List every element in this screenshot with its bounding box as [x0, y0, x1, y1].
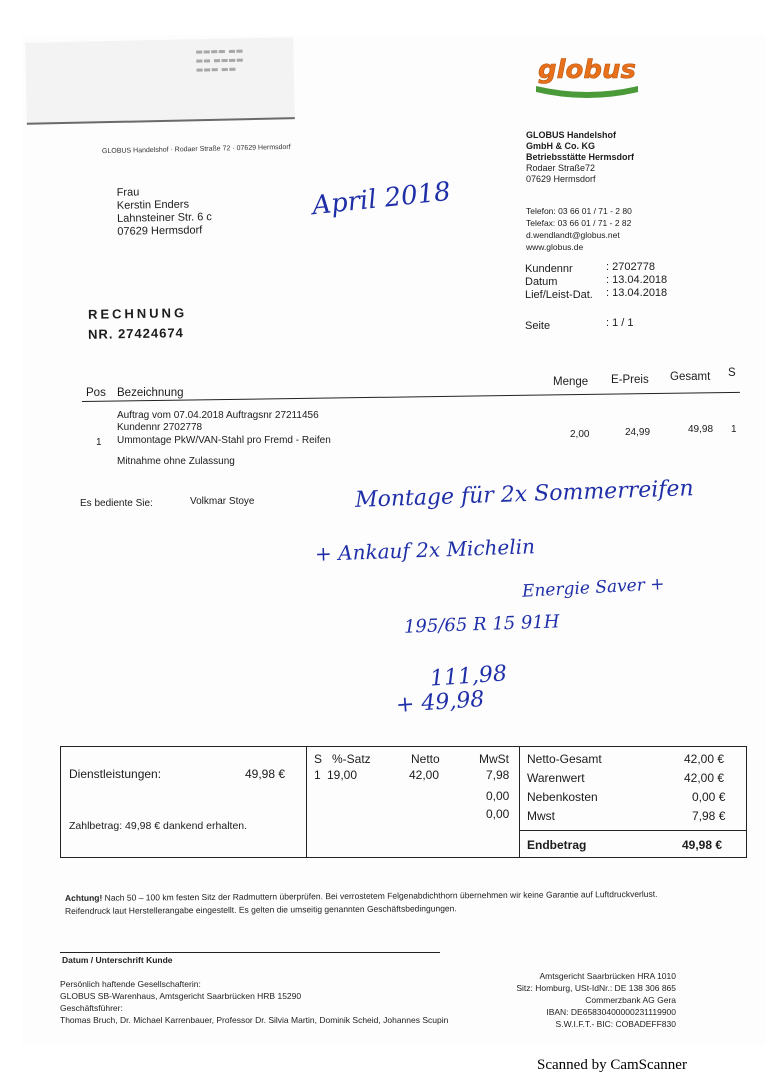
col-total: Gesamt [670, 371, 711, 383]
handwritten-note: 195/65 R 15 91H [403, 611, 560, 638]
order-line: Auftrag vom 07.04.2018 Auftragsnr 27211456 [117, 410, 319, 421]
legal-line: Thomas Bruch, Dr. Michael Karrenbauer, Professor Dr. Silvia Martin, Dominik Scheid, Johannes Scupin [60, 1015, 449, 1025]
summary-box [60, 746, 747, 858]
contact-email: d.wendlandt@globus.net [526, 230, 620, 240]
legal-line: IBAN: DE65830400000231119900 [546, 1007, 676, 1017]
company-street: Rodaer Straße72 [526, 163, 596, 173]
served-name: Volkmar Stoye [190, 496, 255, 507]
item-pos: 1 [96, 437, 102, 448]
tax-vat-extra: 0,00 [486, 789, 510, 803]
handwritten-note: + 49,98 [395, 686, 486, 719]
company-line: GmbH & Co. KG [526, 141, 595, 151]
signature-label: Datum / Unterschrift Kunde [62, 955, 173, 965]
logo-text: globus [538, 55, 636, 85]
divider [306, 747, 307, 857]
tax-net: 42,00 [409, 768, 440, 782]
divider [519, 830, 746, 831]
contact-phone: Telefon: 03 66 01 / 71 - 2 80 [526, 206, 632, 216]
tax-header-s: S [314, 752, 323, 766]
handwritten-note: + Ankauf 2x Michelin [314, 534, 536, 566]
legal-line: Amtsgericht Saarbrücken HRA 1010 [539, 971, 676, 981]
legal-left [60, 978, 448, 1026]
total-label: Nebenkosten [527, 790, 598, 804]
services-value: 49,98 € [245, 767, 286, 781]
globus-logo [528, 40, 646, 104]
sender-line: GLOBUS Handelshof · Rodaer Straße 72 · 07629 Hermsdorf [101, 143, 291, 156]
tax-header-net: Netto [411, 752, 440, 766]
item-desc: Ummontage PkW/VAN-Stahl pro Fremd - Reifen [117, 435, 331, 446]
meta-label: Datum [525, 276, 558, 288]
legal-line: GLOBUS SB-Warenhaus, Amtsgericht Saarbrücken HRB 15290 [60, 991, 302, 1001]
customer-line: Kundennr 2702778 [117, 422, 203, 433]
legal-line: S.W.I.F.T.- BIC: COBADEFF830 [555, 1019, 676, 1029]
tax-vat: 7,98 [486, 768, 510, 782]
recipient-street: Lahnsteiner Str. 6 c [117, 211, 212, 225]
total-value: 42,00 € [684, 752, 725, 766]
meta-value: : 13.04.2018 [606, 287, 668, 299]
recipient-address [117, 185, 213, 239]
tax-vat-extra: 0,00 [486, 807, 510, 821]
total-value: 7,98 € [692, 809, 726, 823]
faded-stamp: ▬▬▬▬ ▬▬ ▬▬ ▬▬▬▬ ▬▬▬ ▬▬ [195, 46, 244, 75]
handwritten-note: Energie Saver + [521, 574, 665, 602]
col-unit: E-Preis [611, 374, 649, 386]
item-note: Mitnahme ohne Zulassung [117, 456, 235, 467]
legal-right [480, 970, 676, 1030]
legal-line: Commerzbank AG Gera [585, 995, 676, 1005]
services-label: Dienstleistungen: [69, 767, 162, 781]
handwritten-note: 111,98 [429, 661, 508, 692]
handwritten-date: April 2018 [310, 176, 453, 222]
served-label: Es bediente Sie: [80, 498, 153, 509]
col-desc: Bezeichnung [117, 387, 184, 399]
contact-block [526, 205, 632, 253]
payment-text: Zahlbetrag: 49,98 € dankend erhalten. [69, 820, 248, 832]
item-unit: 24,99 [625, 427, 651, 438]
legal-line: Geschäftsführer: [60, 1003, 123, 1013]
col-s: S [728, 367, 736, 379]
item-qty: 2,00 [570, 429, 590, 440]
total-label: Netto-Gesamt [527, 752, 602, 766]
scanner-watermark: Scanned by CamScanner [537, 1057, 687, 1073]
contact-web: www.globus.de [526, 242, 584, 252]
page-label: Seite [525, 320, 551, 332]
invoice-title: RECHNUNG [87, 305, 188, 322]
invoice-number: NR. 27424674 [87, 325, 184, 342]
recipient-salutation: Frau [116, 186, 140, 199]
company-block [526, 130, 634, 185]
meta-label: Lief/Leist-Dat. [525, 289, 593, 301]
item-total: 49,98 [688, 424, 714, 435]
tax-header-vat: MwSt [479, 752, 509, 766]
total-value: 0,00 € [692, 790, 726, 804]
divider [519, 747, 520, 857]
meta-value: : 2702778 [606, 261, 655, 273]
company-line: GLOBUS Handelshof [526, 130, 617, 140]
tax-rate: 19,00 [327, 768, 358, 782]
col-qty: Menge [553, 376, 589, 388]
legal-line: Persönlich haftende Gesellschafterin: [60, 979, 201, 989]
tax-s: 1 [314, 768, 321, 782]
final-label: Endbetrag [527, 838, 587, 852]
notice-line-2: Reifendruck laut Herstellerangabe eingestellt. Es gelten die umseitig genannten Geschäftsbedingungen. [64, 903, 457, 916]
recipient-city: 07629 Hermsdorf [117, 224, 203, 238]
col-pos: Pos [86, 387, 106, 399]
page-value: : 1 / 1 [606, 317, 634, 329]
legal-line: Sitz: Homburg, USt-IdNr.: DE 138 306 865 [516, 983, 676, 993]
meta-value: : 13.04.2018 [606, 274, 668, 286]
notice-text: Nach 50 – 100 km festen Sitz der Radmuttern überprüfen. Bei verrostetem Felgenabdichthorn übernehmen wir keine Garantie auf Luftdruckverlust. [102, 888, 658, 903]
meta-label: Kundennr [525, 263, 573, 275]
company-city: 07629 Hermsdorf [526, 174, 596, 184]
notice-bold: Achtung! [64, 892, 103, 903]
handwritten-note: Montage für 2x Sommerreifen [354, 476, 695, 513]
item-s: 1 [731, 424, 737, 435]
recipient-name: Kerstin Enders [116, 198, 190, 212]
total-label: Warenwert [527, 771, 585, 785]
final-value: 49,98 € [682, 838, 723, 852]
tax-header-rate: %-Satz [332, 752, 371, 766]
total-value: 42,00 € [684, 771, 725, 785]
contact-fax: Telefax: 03 66 01 / 71 - 2 82 [526, 218, 632, 228]
signature-rule [60, 952, 440, 953]
total-label: Mwst [527, 809, 555, 823]
envelope-flap [25, 37, 295, 125]
company-line: Betriebsstätte Hermsdorf [526, 152, 635, 162]
